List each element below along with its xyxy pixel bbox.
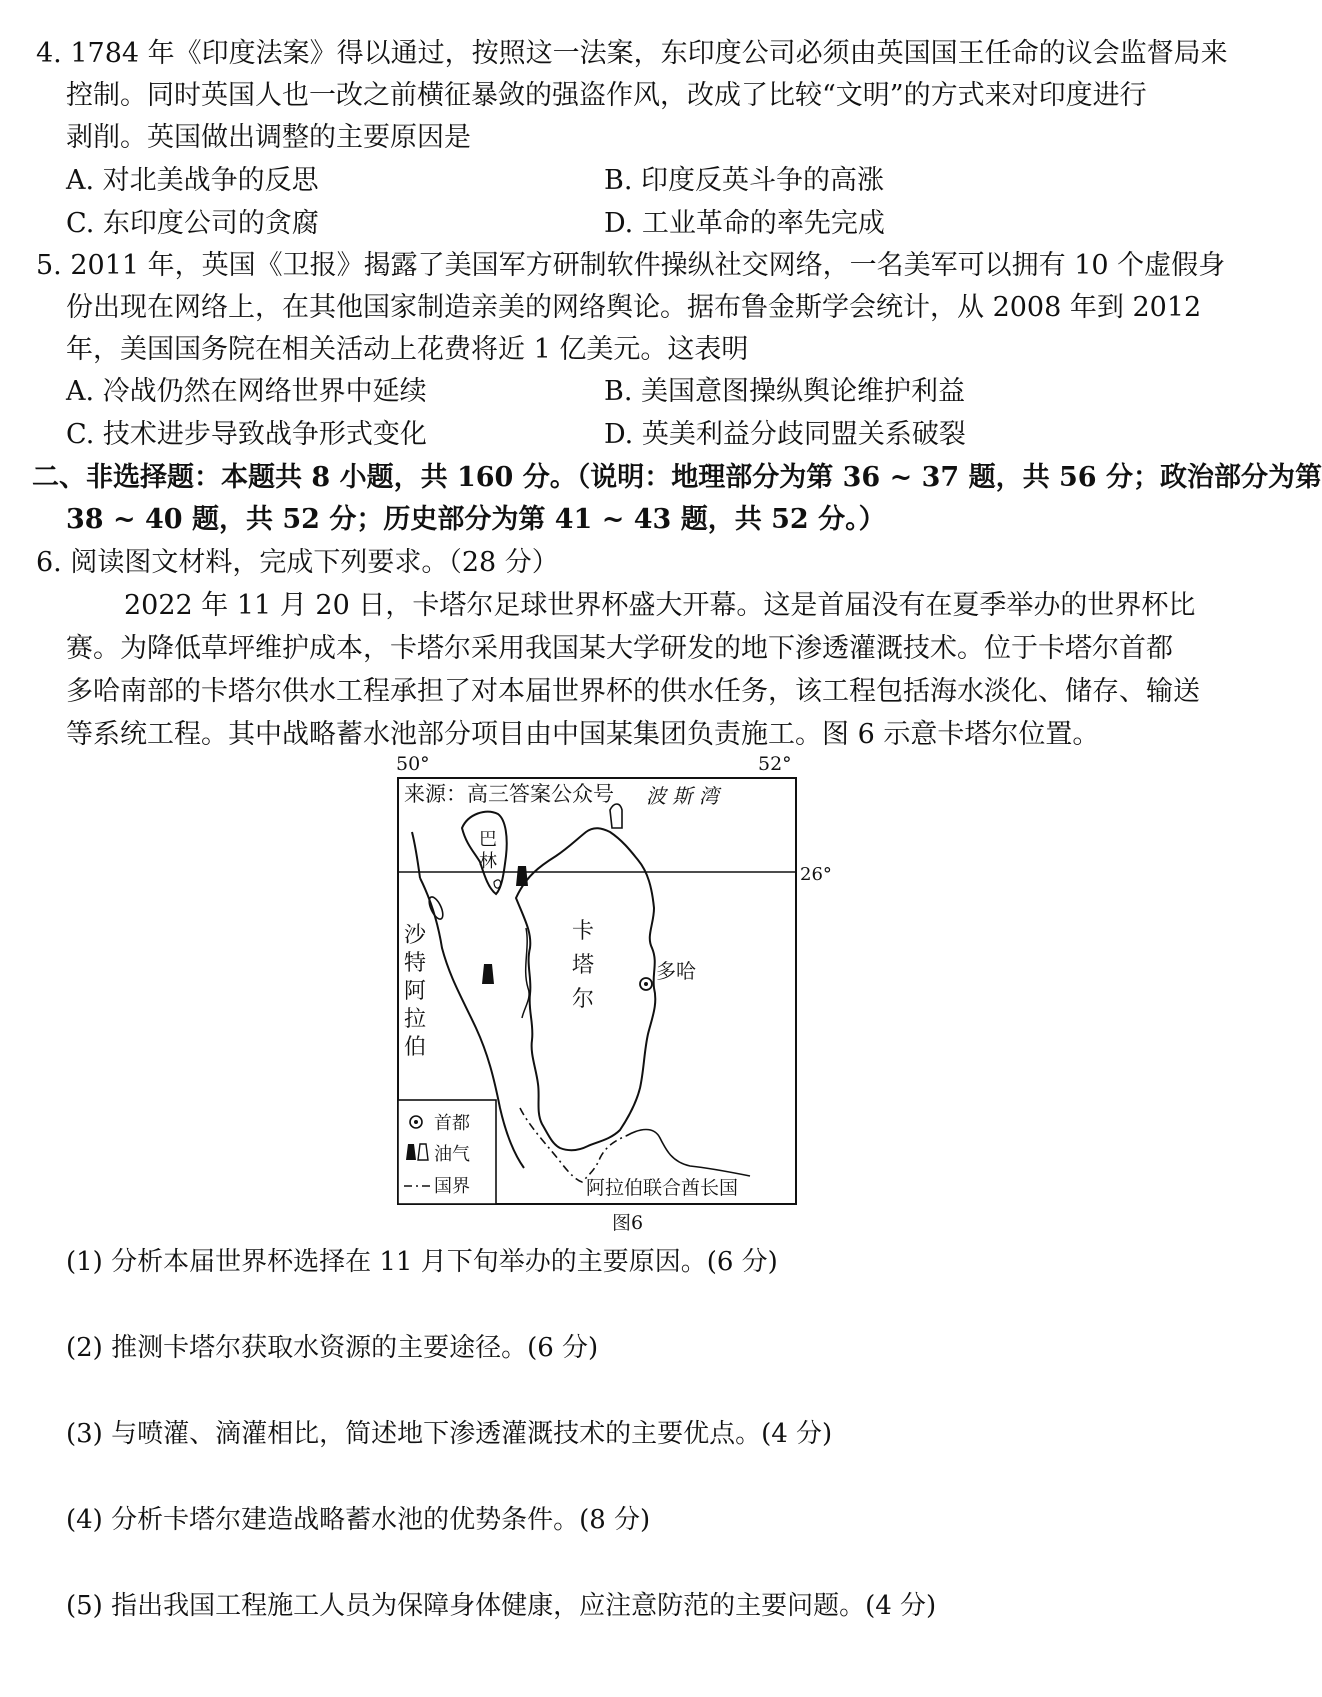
q4-stem-line1: 4. 1784 年《印度法案》得以通过，按照这一法案，东印度公司必须由英国国王任命的议会监督局来 xyxy=(36,38,1228,69)
map-saudi-char3: 阿 xyxy=(404,979,427,1004)
national-border-line xyxy=(520,1108,626,1182)
north-islet xyxy=(610,804,622,828)
q6-subquestion-5: (5) 指出我国工程施工人员为保障身体健康，应注意防范的主要问题。(4 分) xyxy=(66,1591,937,1621)
legend-capital-label: 首都 xyxy=(434,1113,470,1134)
map-gulf-label: 波 斯 湾 xyxy=(646,784,719,808)
island-west xyxy=(426,895,445,921)
section2-heading-line1: 二、非选择题：本题共 8 小题，共 160 分。（说明：地理部分为第 36 ~ 37 题，共 56 分；政治部分为第 xyxy=(32,462,1322,493)
map-qatar-char3: 尔 xyxy=(572,987,595,1012)
q5-option-c: C. 技术进步导致战争形式变化 xyxy=(66,419,427,450)
q5-option-d: D. 英美利益分歧同盟关系破裂 xyxy=(604,419,966,450)
qatar-location-map xyxy=(390,748,832,1208)
uae-coastline xyxy=(626,1130,750,1177)
q6-subquestion-1: (1) 分析本届世界杯选择在 11 月下旬举办的主要原因。(6 分) xyxy=(66,1247,778,1277)
q6-paragraph-line2: 赛。为降低草坪维护成本，卡塔尔采用我国某大学研发的地下渗透灌溉技术。位于卡塔尔首都 xyxy=(66,633,1173,664)
q6-paragraph-line4: 等系统工程。其中战略蓄水池部分项目由中国某集团负责施工。图 6 示意卡塔尔位置。 xyxy=(66,719,1100,750)
map-bahrain-char2: 林 xyxy=(479,851,497,872)
q4-option-d: D. 工业革命的率先完成 xyxy=(604,208,885,239)
map-saudi-char4: 拉 xyxy=(404,1007,427,1032)
qatar-inlet xyxy=(522,928,529,1018)
map-saudi-char1: 沙 xyxy=(404,923,427,948)
q4-option-a: A. 对北美战争的反思 xyxy=(66,165,319,196)
map-qatar-char2: 塔 xyxy=(572,953,595,978)
map-lon-right: 52° xyxy=(758,753,792,775)
map-saudi-char2: 特 xyxy=(404,951,427,976)
q5-option-b: B. 美国意图操纵舆论维护利益 xyxy=(604,376,966,407)
q6-subquestion-4: (4) 分析卡塔尔建造战略蓄水池的优势条件。(8 分) xyxy=(66,1505,651,1535)
q4-option-b: B. 印度反英斗争的高涨 xyxy=(604,165,885,196)
q4-stem-line2: 控制。同时英国人也一改之前横征暴敛的强盗作风，改成了比较“文明”的方式来对印度进行 xyxy=(66,80,1147,111)
map-source-text: 来源：高三答案公众号 xyxy=(404,782,614,806)
q6-subquestion-2: (2) 推测卡塔尔获取水资源的主要途径。(6 分) xyxy=(66,1333,599,1363)
map-lon-left: 50° xyxy=(396,753,430,775)
section2-heading-line2: 38 ~ 40 题，共 52 分；历史部分为第 41 ~ 43 题，共 52 分。） xyxy=(66,504,886,535)
legend-oilgas-label: 油气 xyxy=(434,1144,470,1165)
small-islet xyxy=(494,880,501,888)
map-qatar-char1: 卡 xyxy=(572,919,595,944)
legend-border-label: 国界 xyxy=(434,1176,470,1197)
q6-paragraph-line1: 2022 年 11 月 20 日，卡塔尔足球世界杯盛大开幕。这是首届没有在夏季举办的世界杯比 xyxy=(124,590,1196,621)
map-uae-label: 阿拉伯联合酋长国 xyxy=(586,1177,739,1199)
q6-paragraph-line3: 多哈南部的卡塔尔供水工程承担了对本届世界杯的供水任务，该工程包括海水淡化、储存、输送 xyxy=(66,676,1200,707)
q5-option-a: A. 冷战仍然在网络世界中延续 xyxy=(66,376,427,407)
q5-stem-line1: 5. 2011 年，英国《卫报》揭露了美国军方研制软件操纵社交网络，一名美军可以拥有 10 个虚假身 xyxy=(36,250,1226,281)
q4-stem-line3: 剥削。英国做出调整的主要原因是 xyxy=(66,122,471,153)
map-doha-label: 多哈 xyxy=(656,959,696,983)
q6-title: 6. 阅读图文材料，完成下列要求。（28 分） xyxy=(36,547,559,578)
q5-stem-line3: 年，美国国务院在相关活动上花费将近 1 亿美元。这表明 xyxy=(66,334,749,365)
map-lat-label: 26° xyxy=(800,864,832,885)
q6-subquestion-3: (3) 与喷灌、滴灌相比，简述地下渗透灌溉技术的主要优点。(4 分) xyxy=(66,1419,833,1449)
q4-option-c: C. 东印度公司的贪腐 xyxy=(66,208,319,239)
map-saudi-char5: 伯 xyxy=(404,1035,427,1060)
legend-capital-dot xyxy=(414,1120,418,1124)
figure-caption: 图6 xyxy=(612,1212,644,1234)
doha-capital-dot xyxy=(644,982,648,986)
saudi-coast-north xyxy=(412,832,420,878)
oilgas-icon-west xyxy=(482,964,494,984)
oilgas-icon-north xyxy=(516,866,528,886)
map-bahrain-char1: 巴 xyxy=(479,829,497,850)
q5-stem-line2: 份出现在网络上，在其他国家制造亲美的网络舆论。据布鲁金斯学会统计，从 2008 年到 2012 xyxy=(66,292,1202,323)
